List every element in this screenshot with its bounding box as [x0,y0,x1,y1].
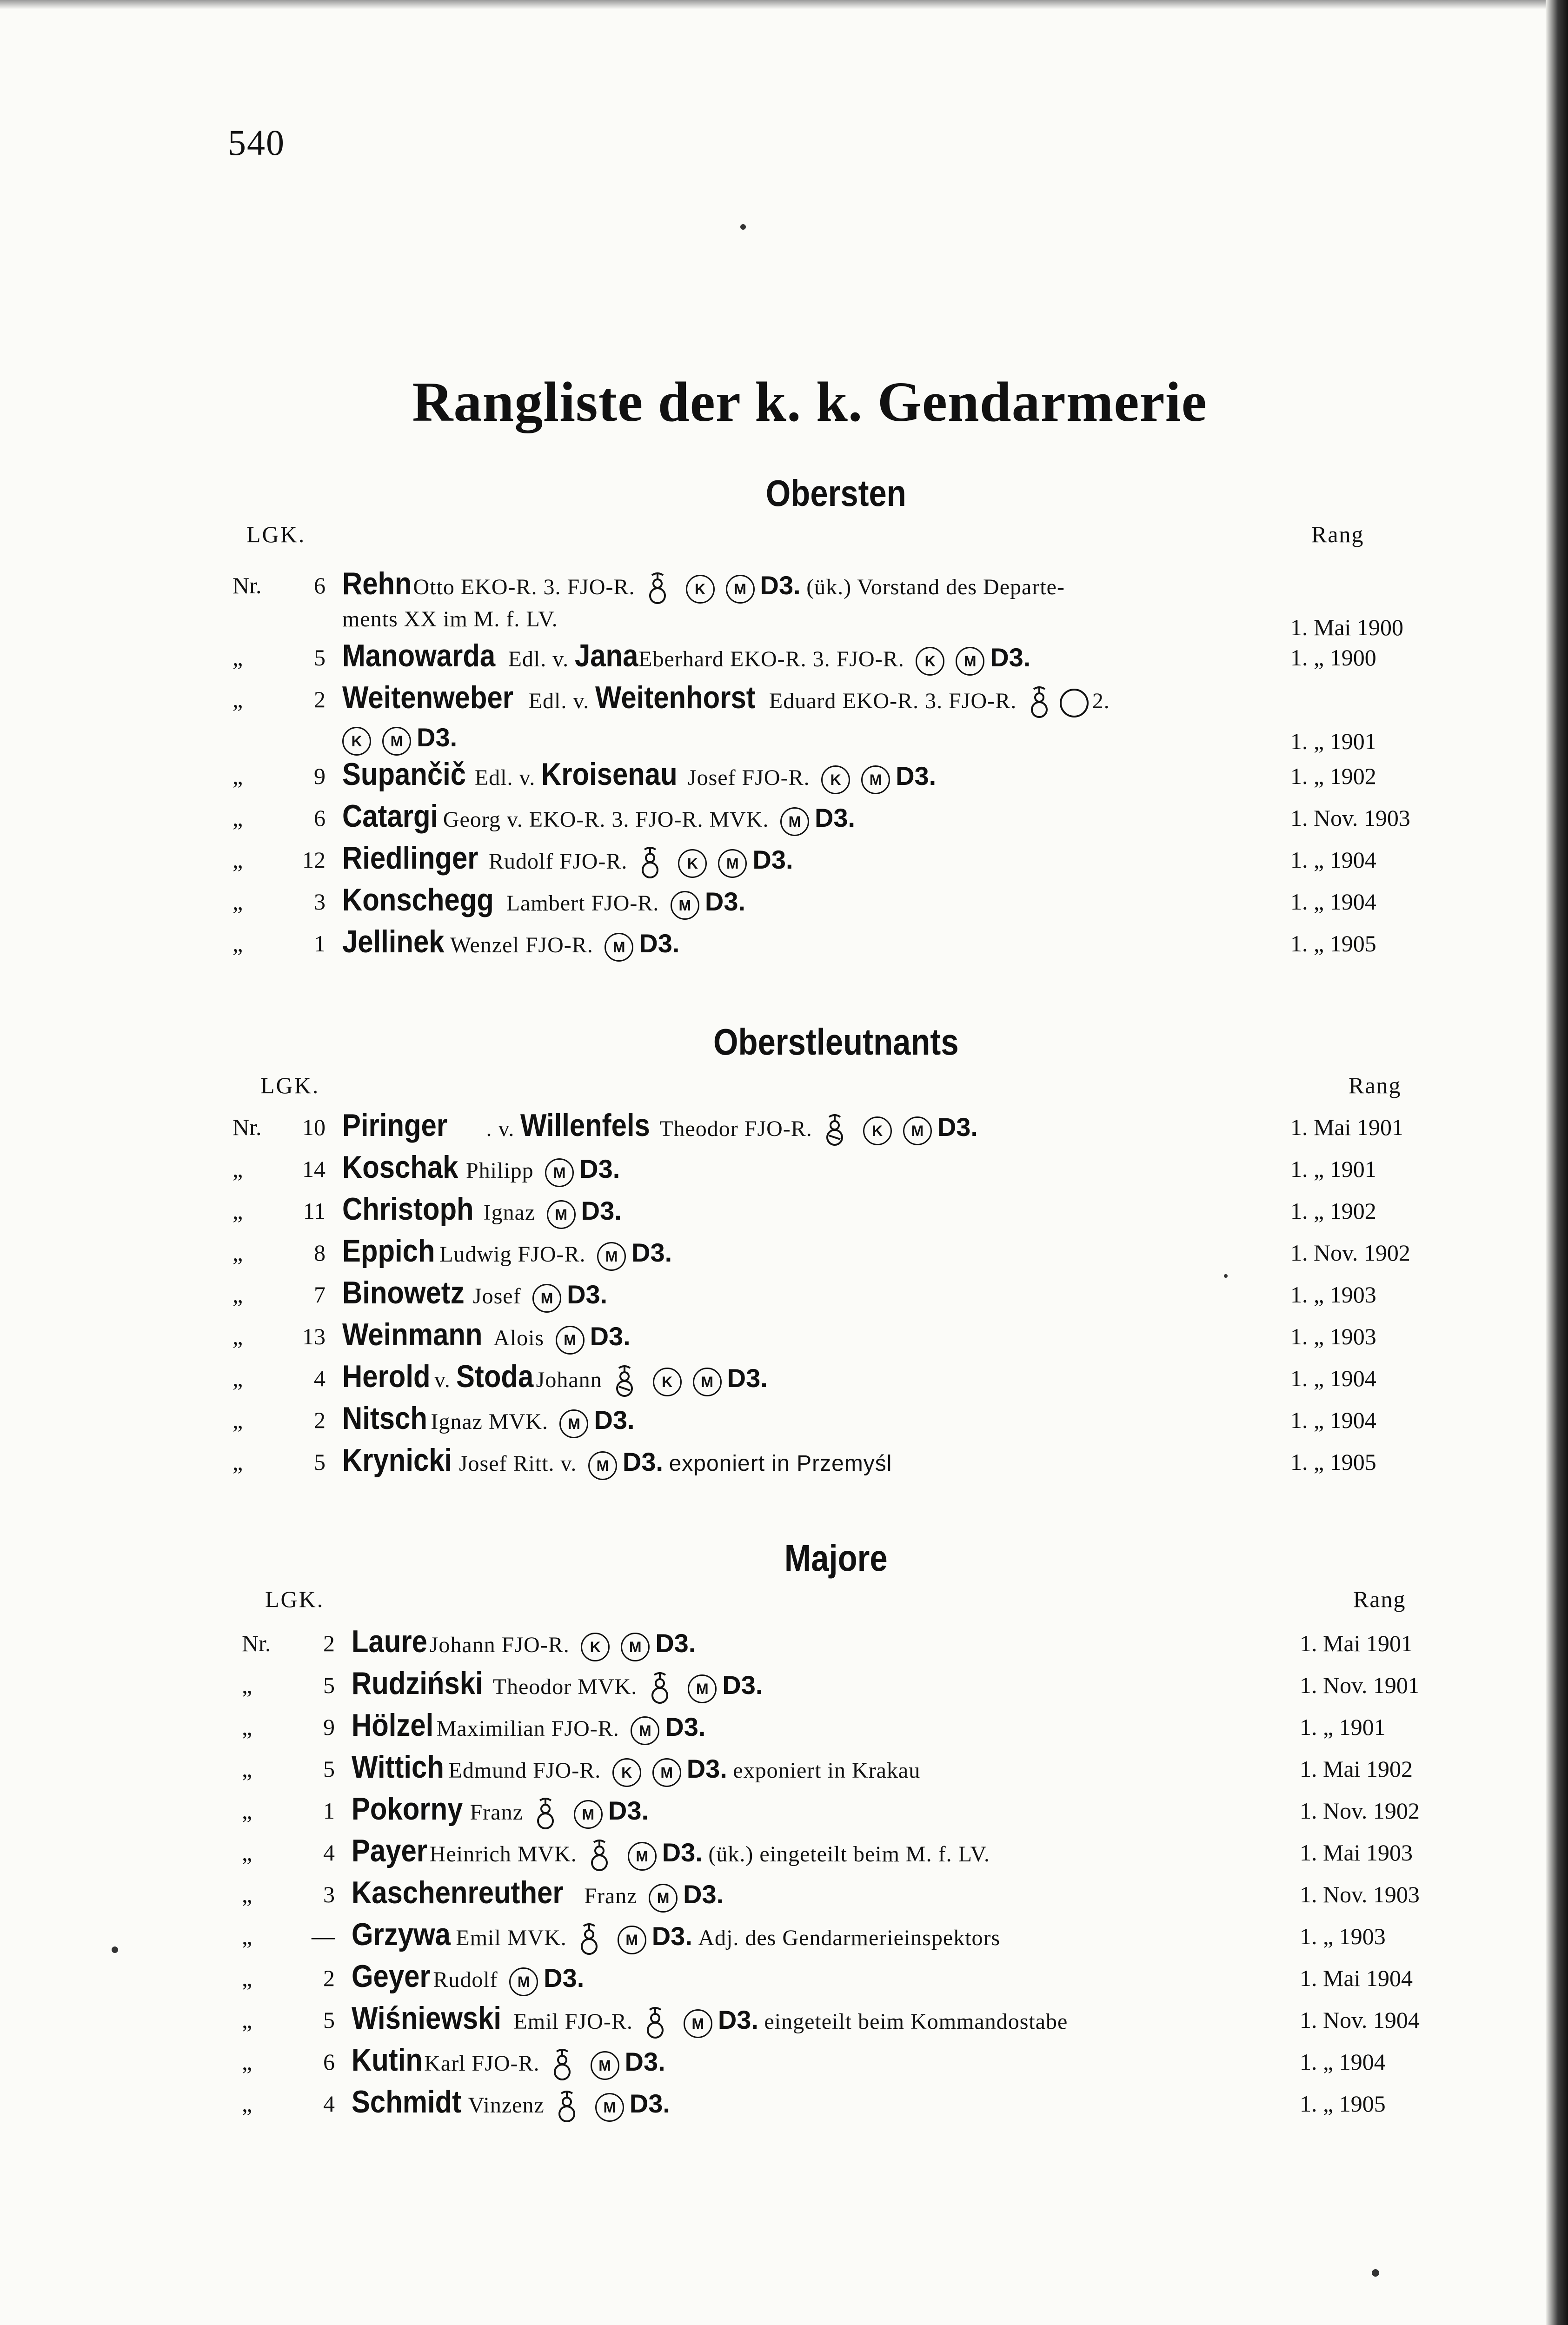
section-heading-majore: Majore [784,1537,888,1579]
roster-entry: Nr. 6 Rehn Otto EKO-R. 3. FJO-R. K M D3. (ük.) Vorstand des Departe- ments XX im M. f. LV. 1. Mai 1900 [233,572,1442,632]
k-mark-icon: K [916,647,944,676]
roster-entry: „ 9 Hölzel Maximilian FJO-R. M D3. 1. „ 1901 [242,1714,1451,1755]
officer-surname: Manowarda [342,638,496,673]
rank-date: 1. „ 1901 [1290,1156,1376,1182]
officer-surname: Christoph [342,1191,474,1227]
officer-surname: Wittich [352,1749,444,1785]
roster-entry: Nr. 10 Piringer . v. Willenfels Theodor FJO-R. K M D3. 1. Mai 1901 [233,1114,1442,1156]
rank-date: 1. Nov. 1903 [1290,805,1410,831]
m-mark-icon: M [621,1633,650,1661]
roster-entry: „ 2 Geyer Rudolf M D3. 1. Mai 1904 [242,1965,1451,2006]
lgk-number: „ 5 [233,1449,326,1475]
m-mark-icon: M [547,1200,576,1229]
officer-surname: Schmidt [352,2084,462,2119]
officer-surname: Riedlinger [342,840,478,876]
m-mark-icon: M [652,1758,681,1787]
m-mark-icon: M [780,807,809,836]
rank-date: 1. „ 1903 [1290,1282,1376,1308]
m-mark-icon: M [618,1926,646,1954]
ring-decoration-icon [1060,689,1089,717]
lgk-number: „ 5 [242,2007,335,2033]
section-heading-obersten: Obersten [765,472,906,514]
m-mark-icon: M [628,1842,657,1871]
roster-entry: „ 2 Nitsch Ignaz MVK. M D3. 1. „ 1904 [233,1407,1442,1448]
decoration-icon [643,2007,667,2040]
lgk-number: „ 6 [242,2049,335,2075]
lgk-number: Nr. 2 [242,1630,335,1656]
section-heading-oberstleutnants: Oberstleutnants [713,1021,959,1063]
m-mark-icon: M [574,1800,603,1829]
lgk-number: „ 9 [233,763,326,789]
m-mark-icon: M [545,1158,574,1187]
print-speck [112,1946,118,1953]
officer-surname: Payer [352,1833,428,1868]
officer-surname: Kaschenreuther [352,1875,564,1910]
m-mark-icon: M [559,1409,588,1438]
page-title: Rangliste der k. k. Gendarmerie [412,371,1207,433]
officer-surname: Herold [342,1359,431,1394]
rank-date: 1. „ 1904 [1290,1365,1376,1391]
officer-surname: Weitenweber [342,680,514,715]
decoration-icon [587,1840,611,1873]
officer-surname: Nitsch [342,1401,427,1436]
roster-entry: „ 3 Konschegg Lambert FJO-R. M D3. 1. „ 1904 [233,888,1442,930]
lgk-number: „ 12 [233,847,326,873]
roster-entry: Nr. 2 Laure Johann FJO-R. K M D3. 1. Mai 1901 [242,1630,1451,1672]
k-mark-icon: K [821,765,850,794]
m-mark-icon: M [532,1284,561,1313]
lgk-number: „ 14 [233,1156,326,1182]
officer-surname: Catargi [342,798,439,834]
roster-entry: „ 4 Schmidt Vinzenz M D3. 1. „ 1905 [242,2090,1451,2132]
decoration-icon [645,572,670,606]
roster-entry: „ 12 Riedlinger Rudolf FJO-R. K M D3. 1. „ 1904 [233,846,1442,888]
decoration-icon [555,2091,579,2124]
rank-date: 1. „ 1902 [1290,763,1376,789]
rank-date: 1. „ 1900 [1290,644,1376,671]
lgk-number: „ 1 [233,930,326,957]
rank-date: 1. Nov. 1901 [1300,1672,1420,1698]
m-mark-icon: M [631,1716,659,1745]
m-mark-icon: M [861,765,890,794]
lgk-number: „ 3 [233,889,326,915]
officer-surname: Hölzel [352,1707,434,1743]
rank-date: 1. Nov. 1904 [1300,2007,1420,2033]
roster-entry: „ 5 Rudziński Theodor MVK. M D3. 1. Nov. 1901 [242,1672,1451,1714]
lgk-number: „ 5 [233,644,326,671]
m-mark-icon: M [382,727,411,756]
m-mark-icon: M [509,1967,538,1996]
rank-date: 1. „ 1904 [1290,1407,1376,1433]
rank-date: 1. Mai 1900 [1290,614,1404,640]
rank-date: 1. Mai 1903 [1300,1840,1413,1866]
rank-date: 1. Nov. 1902 [1290,1240,1410,1266]
m-mark-icon: M [605,933,633,962]
roster-entry: „ 5 Wittich Edmund FJO-R. K M D3. exponiert in Krakau 1. Mai 1902 [242,1755,1451,1797]
column-header-lgk: LGK. [260,1072,320,1098]
rank-date: 1. Nov. 1903 [1300,1881,1420,1907]
rank-date: 1. Mai 1901 [1290,1114,1404,1140]
column-header-lgk: LGK. [246,521,306,547]
lgk-number: „ 7 [233,1282,326,1308]
rank-date: 1. Nov. 1902 [1300,1798,1420,1824]
officer-surname: Koschak [342,1149,458,1185]
lgk-number: „ 8 [233,1240,326,1266]
page-right-edge [1546,0,1568,2325]
lgk-number: Nr. 6 [233,572,326,598]
officer-surname: Krynicki [342,1442,452,1478]
officer-surname: Konschegg [342,882,494,917]
officer-surname: Supančič [342,757,466,792]
lgk-number: „ 11 [233,1198,326,1224]
decoration-icon [823,1114,847,1148]
lgk-number: „ 1 [242,1798,335,1824]
k-mark-icon: K [653,1368,682,1396]
column-header-lgk: LGK. [265,1586,325,1612]
roster-entry: „ 5 Wiśniewski Emil FJO-R. M D3. eingeteilt beim Kommandostabe 1. Nov. 1904 [242,2006,1451,2048]
lgk-number: „ 2 [233,1407,326,1433]
rank-date: 1. „ 1905 [1290,930,1376,957]
lgk-number: „ 6 [233,805,326,831]
rank-date: 1. Mai 1901 [1300,1630,1413,1656]
column-header-rang: Rang [1353,1586,1406,1612]
roster-entry: „ 13 Weinmann Alois M D3. 1. „ 1903 [233,1323,1442,1365]
roster-entry: „ 9 Supančič Edl. v. Kroisenau Josef FJO-R. K M D3. 1. „ 1902 [233,763,1442,804]
m-mark-icon: M [591,2051,619,2080]
m-mark-icon: M [688,1674,717,1703]
lgk-number: „ 13 [233,1323,326,1349]
column-header-rang: Rang [1311,521,1364,547]
m-mark-icon: M [693,1368,722,1396]
lgk-number: „ 4 [233,1365,326,1391]
k-mark-icon: K [863,1116,892,1145]
lgk-number: „ 4 [242,1840,335,1866]
m-mark-icon: M [671,891,699,920]
lgk-number: „ 2 [242,1965,335,1991]
print-speck [1372,2269,1379,2277]
k-mark-icon: K [581,1633,610,1661]
decoration-icon [550,2049,574,2082]
lgk-number: „ 4 [242,2091,335,2117]
entry-continuation: ments XX im M. f. LV. [342,607,558,631]
m-mark-icon: M [649,1884,678,1913]
roster-entry: „ 6 Kutin Karl FJO-R. M D3. 1. „ 1904 [242,2048,1451,2090]
k-mark-icon: K [678,849,707,878]
lgk-number: „ — [242,1923,335,1949]
roster-entry: „ 5 Krynicki Josef Ritt. v. M D3. exponiert in Przemyśl 1. „ 1905 [233,1448,1442,1490]
decoration-icon [648,1672,672,1706]
officer-surname: Pokorny [352,1791,463,1827]
decoration-icon [638,847,662,880]
officer-surname: Eppich [342,1233,435,1269]
m-mark-icon: M [726,575,755,604]
rank-date: 1. „ 1905 [1290,1449,1376,1475]
roster-entry: „ 2 Weitenweber Edl. v. Weitenhorst Eduard EKO-R. 3. FJO-R. 2. K M D3. 1. „ 1901 [233,686,1442,756]
lgk-number: „ 2 [233,686,326,712]
print-speck [740,224,746,230]
rank-date: 1. „ 1903 [1290,1323,1376,1349]
print-speck [1224,1274,1228,1278]
officer-surname: Piringer [342,1108,448,1143]
roster-entry: „ 5 Manowarda Edl. v. Jana Eberhard EKO-R. 3. FJO-R. K M D3. 1. „ 1900 [233,644,1442,686]
roster-entry: „ 1 Jellinek Wenzel FJO-R. M D3. 1. „ 1905 [233,930,1442,972]
page-top-shadow [0,0,1568,9]
rank-date: 1. Mai 1904 [1300,1965,1413,1991]
lgk-number: „ 9 [242,1714,335,1740]
page-number: 540 [228,122,285,163]
roster-entry: „ — Grzywa Emil MVK. M D3. Adj. des Gendarmerieinspektors 1. „ 1903 [242,1923,1451,1965]
m-mark-icon: M [684,2009,712,2038]
k-mark-icon: K [686,575,715,604]
officer-surname: Weinmann [342,1317,483,1352]
m-mark-icon: M [903,1116,932,1145]
lgk-number: „ 3 [242,1881,335,1907]
rank-date: 1. „ 1903 [1300,1923,1386,1949]
roster-entry: „ 3 Kaschenreuther Franz M D3. 1. Nov. 1903 [242,1881,1451,1923]
roster-entry: „ 4 Payer Heinrich MVK. M D3. (ük.) eingeteilt beim M. f. LV. 1. Mai 1903 [242,1839,1451,1881]
roster-entry: „ 4 Herold v. Stoda Johann K M D3. 1. „ 1904 [233,1365,1442,1407]
roster-entry: „ 7 Binowetz Josef M D3. 1. „ 1903 [233,1281,1442,1323]
m-mark-icon: M [556,1326,585,1355]
lgk-number: „ 5 [242,1756,335,1782]
column-header-rang: Rang [1349,1072,1402,1098]
m-mark-icon: M [588,1451,617,1480]
officer-surname: Laure [352,1624,427,1659]
rank-date: 1. „ 1904 [1290,847,1376,873]
officer-surname: Jellinek [342,924,445,959]
roster-entry: „ 1 Pokorny Franz M D3. 1. Nov. 1902 [242,1797,1451,1839]
rank-date: 1. Mai 1902 [1300,1756,1413,1782]
roster-entry: „ 8 Eppich Ludwig FJO-R. M D3. 1. Nov. 1902 [233,1239,1442,1281]
officer-surname: Wiśniewski [352,2000,502,2036]
officer-surname: Kutin [352,2042,423,2078]
m-mark-icon: M [595,2093,624,2122]
m-mark-icon: M [956,647,984,676]
officer-surname: Geyer [352,1959,431,1994]
roster-entry: „ 11 Christoph Ignaz M D3. 1. „ 1902 [233,1197,1442,1239]
roster-entry: „ 14 Koschak Philipp M D3. 1. „ 1901 [233,1156,1442,1197]
decoration-icon [577,1923,601,1957]
roster-entry: „ 6 Catargi Georg v. EKO-R. 3. FJO-R. MVK. M D3. 1. Nov. 1903 [233,804,1442,846]
m-mark-icon: M [718,849,747,878]
rank-date: 1. „ 1902 [1290,1198,1376,1224]
officer-surname: Binowetz [342,1275,465,1310]
k-mark-icon: K [612,1758,641,1787]
officer-surname: Rudziński [352,1666,483,1701]
officer-surname: Rehn [342,566,412,601]
rank-date: 1. „ 1904 [1300,2049,1386,2075]
decoration-icon [533,1798,558,1831]
rank-date: 1. „ 1901 [1290,728,1376,754]
rank-date: 1. „ 1901 [1300,1714,1386,1740]
lgk-number: Nr. 10 [233,1114,326,1140]
lgk-number: „ 5 [242,1672,335,1698]
k-mark-icon: K [342,727,371,756]
m-mark-icon: M [597,1242,626,1271]
decoration-icon [612,1365,637,1399]
rank-date: 1. „ 1904 [1290,889,1376,915]
decoration-icon [1027,686,1051,720]
rank-date: 1. „ 1905 [1300,2091,1386,2117]
officer-surname: Grzywa [352,1917,451,1952]
